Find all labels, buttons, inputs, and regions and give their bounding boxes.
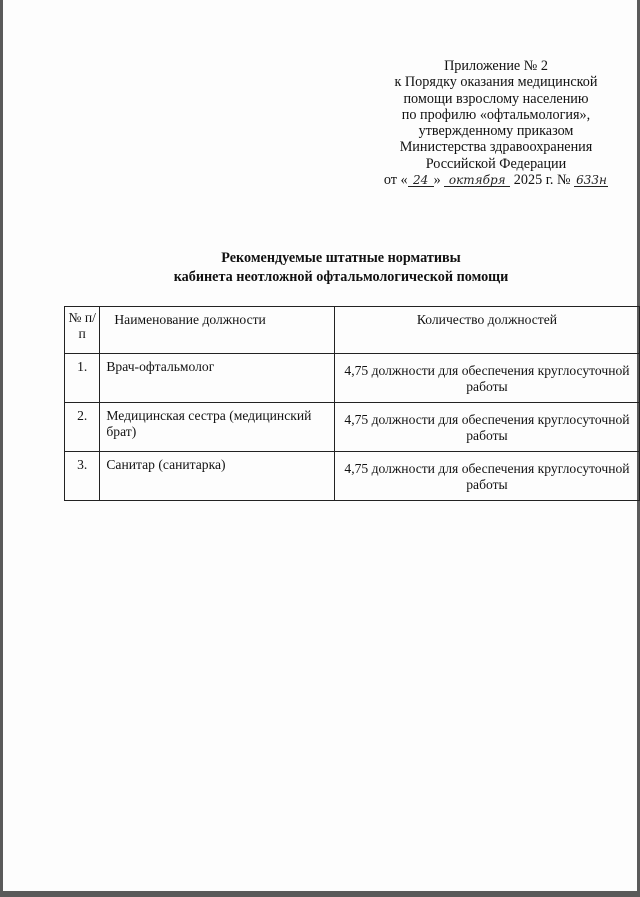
row-position: Врач-офтальмолог bbox=[100, 354, 335, 403]
appendix-line-4: по профилю «офтальмология», bbox=[401, 106, 591, 123]
document-title bbox=[150, 249, 532, 286]
appendix-line-2: к Порядку оказания медицинской bbox=[394, 74, 598, 91]
appendix-header bbox=[360, 58, 632, 188]
order-day-handwritten: 24 bbox=[408, 174, 434, 187]
header-count: Количество должностей bbox=[334, 307, 639, 354]
table-row bbox=[65, 354, 640, 403]
header-position: Наименование должности bbox=[100, 307, 335, 354]
appendix-line-7: Российской Федерации bbox=[425, 155, 567, 172]
appendix-line-6: Министерства здравоохранения bbox=[399, 139, 593, 156]
table-header-row bbox=[65, 307, 640, 354]
appendix-line-1: Приложение № 2 bbox=[444, 58, 548, 74]
row-position: Санитар (санитарка) bbox=[100, 452, 335, 501]
staff-table bbox=[64, 306, 640, 501]
row-num: 3. bbox=[65, 452, 100, 501]
table-row bbox=[65, 403, 640, 452]
order-month-handwritten: октября bbox=[444, 174, 510, 187]
appendix-line-3: помощи взрослому населению bbox=[403, 90, 589, 107]
title-line-2: кабинета неотложной офтальмологической помощи bbox=[173, 268, 509, 285]
row-num: 2. bbox=[65, 403, 100, 452]
header-num: № п/п bbox=[65, 307, 100, 354]
row-position: Медицинская сестра (медицинский брат) bbox=[100, 403, 335, 452]
order-mid: » bbox=[433, 172, 445, 189]
row-count: 4,75 должности для обеспечения круглосуточной работы bbox=[334, 452, 639, 501]
order-line bbox=[360, 172, 632, 188]
order-number-handwritten: 633н bbox=[576, 173, 607, 188]
appendix-line-5: утвержденному приказом bbox=[418, 123, 574, 140]
order-prefix: от « bbox=[383, 172, 408, 189]
row-count: 4,75 должности для обеспечения круглосуточной работы bbox=[334, 403, 639, 452]
row-count: 4,75 должности для обеспечения круглосуточной работы bbox=[334, 354, 639, 403]
table-row bbox=[65, 452, 640, 501]
title-line-1: Рекомендуемые штатные нормативы bbox=[221, 250, 461, 266]
row-num: 1. bbox=[65, 354, 100, 403]
order-year: 2025 г. № bbox=[510, 172, 575, 189]
